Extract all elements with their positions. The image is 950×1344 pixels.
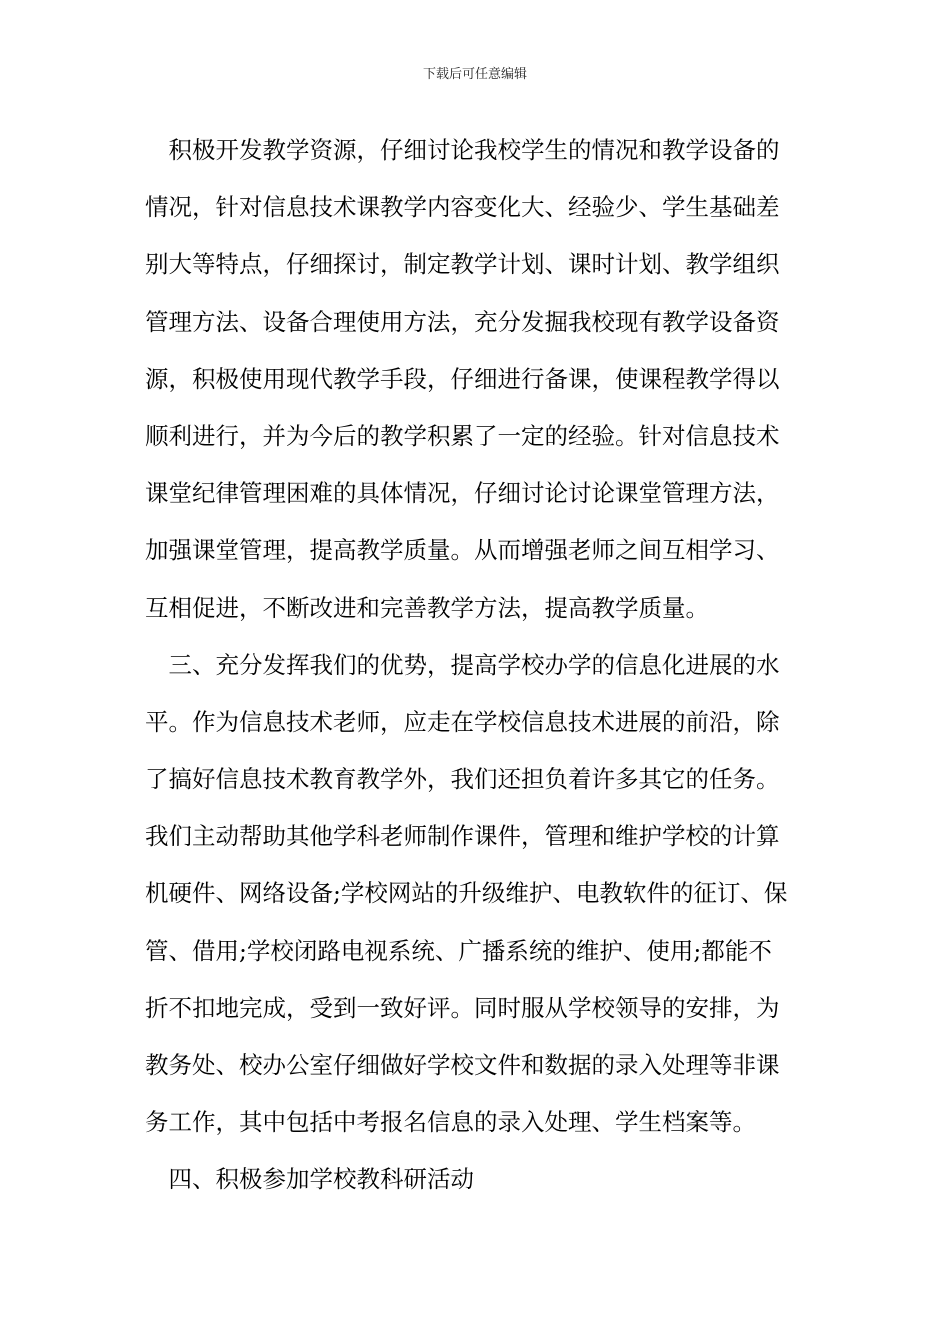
document-body — [145, 122, 810, 1209]
text-line: 源，积极使用现代教学手段，仔细进行备课，使课程教学得以 — [145, 364, 780, 393]
text-line: 务工作，其中包括中考报名信息的录入处理、学生档案等。 — [145, 1108, 756, 1137]
text-line: 管理方法、设备合理使用方法，充分发掘我校现有教学设备资 — [145, 307, 780, 336]
page-header: 下载后可任意编辑 — [422, 67, 527, 82]
text-line: 机硬件、网络设备;学校网站的升级维护、电教软件的征订、保 — [145, 879, 788, 908]
section-heading-line: 三、充分发挥我们的优势，提高学校办学的信息化进展的水 — [145, 650, 780, 679]
text-line: 了搞好信息技术教育教学外，我们还担负着许多其它的任务。 — [145, 765, 780, 794]
text-line: 互相促进，不断改进和完善教学方法，提高教学质量。 — [145, 593, 709, 622]
text-line: 积极开发教学资源，仔细讨论我校学生的情况和教学设备的 — [145, 136, 780, 164]
text-line: 情况，针对信息技术课教学内容变化大、经验少、学生基础差 — [145, 193, 780, 222]
text-line: 课堂纪律管理困难的具体情况，仔细讨论讨论课堂管理方法， — [145, 479, 780, 508]
text-line: 管、借用;学校闭路电视系统、广播系统的维护、使用;都能不 — [145, 936, 772, 965]
text-line: 别大等特点，仔细探讨，制定教学计划、课时计划、教学组织 — [145, 250, 780, 279]
text-line: 我们主动帮助其他学科老师制作课件，管理和维护学校的计算 — [145, 822, 780, 851]
text-line: 教务处、校办公室仔细做好学校文件和数据的录入处理等非课 — [145, 1051, 780, 1079]
text-line: 加强课堂管理，提高教学质量。从而增强老师之间互相学习、 — [145, 536, 780, 565]
text-line: 折不扣地完成，受到一致好评。同时服从学校领导的安排，为 — [145, 993, 780, 1022]
section-heading-line: 四、积极参加学校教科研活动 — [145, 1165, 474, 1194]
text-line: 平。作为信息技术老师，应走在学校信息技术进展的前沿，除 — [145, 707, 780, 736]
text-line: 顺利进行，并为今后的教学积累了一定的经验。针对信息技术 — [145, 421, 780, 450]
